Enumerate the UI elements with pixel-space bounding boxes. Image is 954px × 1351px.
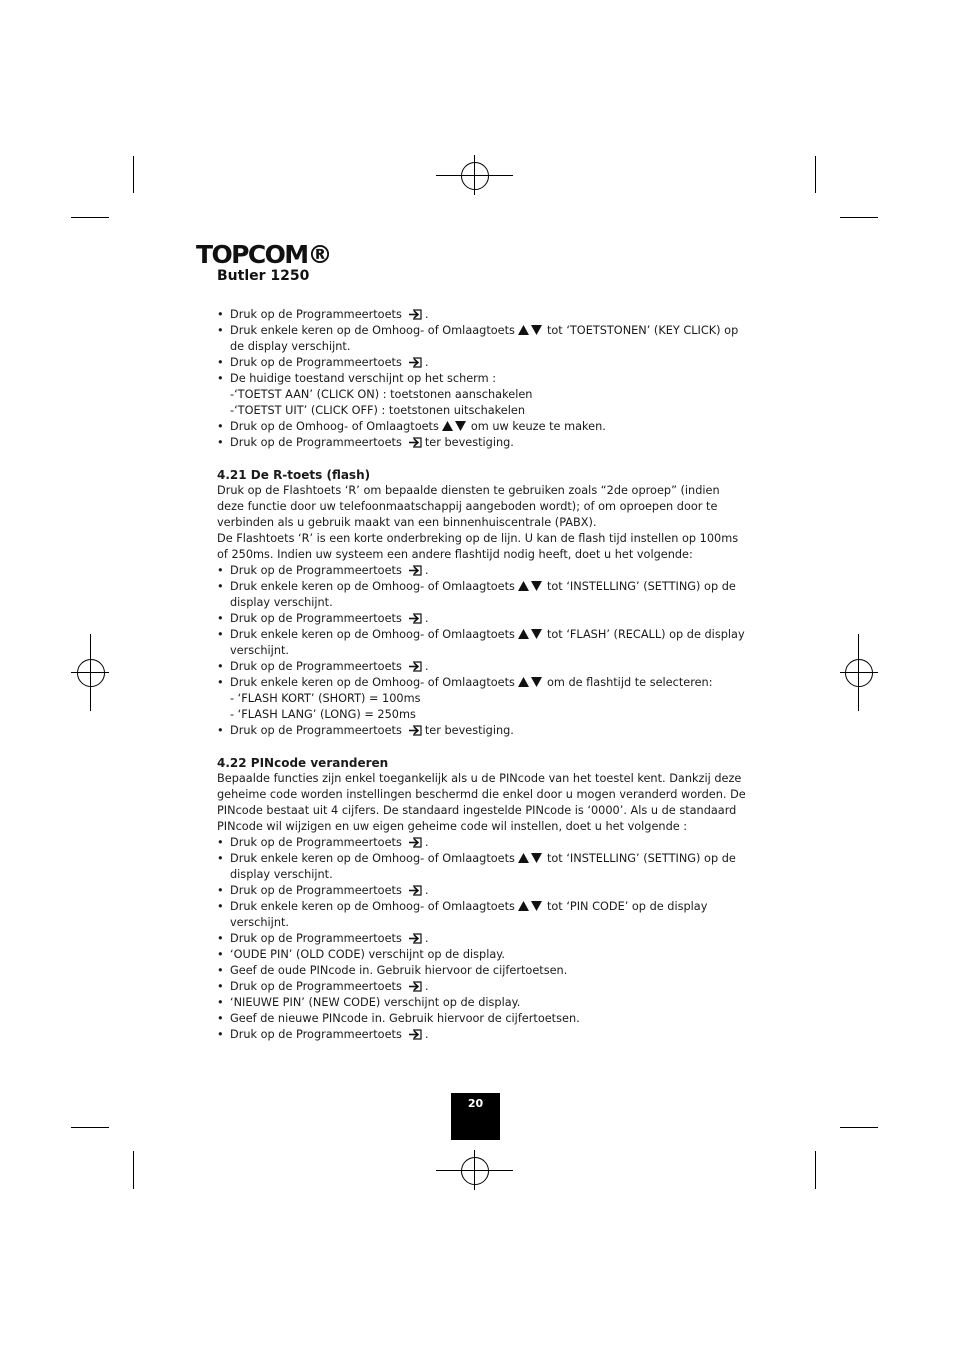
up-down-triangles-icon (518, 853, 543, 863)
list-item (217, 659, 747, 675)
paragraph: Druk op de Flashtoets ‘R’ om bepaalde diensten te gebruiken zoals “2de oproep” (indien deze functie door uw telefoonmaatschappij aangeboden wordt); of om oproepen door te verbinden als u gebruik maakt van een binnenhuiscentrale (PABX). (217, 484, 720, 529)
crop-mark (815, 156, 816, 193)
instruction-list (217, 307, 747, 451)
list-item (217, 323, 747, 355)
item-text-after: tot ‘PIN CODE’ op de display verschijnt. (230, 900, 708, 929)
item-text-after: . (424, 612, 429, 625)
crop-mark (133, 156, 134, 193)
item-text: Druk op de Programmeertoets (230, 836, 402, 849)
registration-mark (461, 1157, 489, 1185)
item-text: Druk op de Programmeertoets (230, 308, 402, 321)
list-item (217, 1027, 747, 1043)
list-item (217, 899, 747, 931)
item-text: Druk op de Programmeertoets (230, 884, 402, 897)
paragraph: Bepaalde functies zijn enkel toegankelijk als u de PINcode van het toestel kent. Dankzij deze geheime code worden instellingen beschermd die enkel door u mogen veranderd worden. De PINcode bestaat uit 4 cijfers. De standaard ingestelde PINcode is ‘0000’. Als u de standaard PINcode wil wijzigen en uw eigen geheime code wil instellen, doet u het volgende : (217, 772, 746, 833)
list-item (217, 355, 747, 371)
page-number (451, 1093, 500, 1140)
crop-mark (815, 1151, 816, 1189)
paragraph: De Flashtoets ‘R’ is een korte onderbreking op de lijn. U kan de flash tijd instellen op 100ms of 250ms. Indien uw systeem een andere flashtijd nodig heeft, doet u het volgende: (217, 532, 739, 561)
item-text: Druk enkele keren op de Omhoog- of Omlaagtoets (230, 324, 515, 337)
enter-arrow-icon (408, 837, 423, 848)
item-text: Geef de oude PINcode in. Gebruik hiervoor de cijfertoetsen. (230, 964, 568, 977)
up-down-triangles-icon (442, 421, 467, 431)
sub-item: - ‘FLASH LANG’ (LONG) = 250ms (230, 708, 416, 721)
item-text-after: . (424, 660, 429, 673)
item-text: ‘OUDE PIN’ (OLD CODE) verschijnt op de display. (230, 948, 505, 961)
enter-arrow-icon (408, 613, 423, 624)
item-text: Druk op de Programmeertoets (230, 564, 402, 577)
enter-arrow-icon (408, 437, 423, 448)
item-text-after: . (424, 356, 429, 369)
item-text-after: om de flashtijd te selecteren: (546, 676, 713, 689)
list-item (217, 435, 747, 451)
section-title: 4.21 De R-toets (flash) (217, 468, 371, 482)
item-text: Druk op de Programmeertoets (230, 356, 402, 369)
sub-item: - ‘FLASH KORT’ (SHORT) = 100ms (230, 692, 421, 705)
item-text: Druk op de Programmeertoets (230, 660, 402, 673)
list-item (217, 579, 747, 611)
list-item (217, 371, 747, 419)
registration-mark (845, 659, 873, 687)
up-down-triangles-icon (518, 581, 543, 591)
crop-mark (840, 1127, 878, 1128)
sub-item: -‘TOETST UIT’ (CLICK OFF) : toetstonen uitschakelen (230, 404, 525, 417)
item-text: Druk op de Programmeertoets (230, 612, 402, 625)
enter-arrow-icon (408, 661, 423, 672)
list-item (217, 883, 747, 899)
instruction-list (217, 835, 747, 1043)
sub-item: -‘TOETST AAN’ (CLICK ON) : toetstonen aanschakelen (230, 388, 533, 401)
item-text-after: . (424, 980, 429, 993)
list-item (217, 611, 747, 627)
list-item (217, 1011, 747, 1027)
list-item (217, 931, 747, 947)
item-text: Druk op de Programmeertoets (230, 980, 402, 993)
brand-name: TOPCOM (196, 240, 308, 269)
item-text-after: tot ‘FLASH’ (RECALL) op de display verschijnt. (230, 628, 745, 657)
instruction-list (217, 563, 747, 739)
item-text-after: . (424, 308, 429, 321)
enter-arrow-icon (408, 933, 423, 944)
enter-arrow-icon (408, 981, 423, 992)
up-down-triangles-icon (518, 629, 543, 639)
item-text-after: . (424, 564, 429, 577)
list-item (217, 723, 747, 739)
crop-mark (133, 1151, 134, 1189)
item-text: Druk enkele keren op de Omhoog- of Omlaagtoets (230, 580, 515, 593)
brand-logo (196, 240, 331, 270)
item-text: Druk enkele keren op de Omhoog- of Omlaagtoets (230, 628, 515, 641)
item-text-after: tot ‘INSTELLING’ (SETTING) op de display verschijnt. (230, 852, 736, 881)
page-content (217, 307, 747, 1043)
item-text-after: ter bevestiging. (424, 436, 514, 449)
item-text-after: om uw keuze te maken. (470, 420, 606, 433)
item-text-after: ter bevestiging. (424, 724, 514, 737)
registration-mark (77, 659, 105, 687)
item-text: Druk op de Programmeertoets (230, 1028, 402, 1041)
list-item (217, 979, 747, 995)
enter-arrow-icon (408, 725, 423, 736)
item-text-after: . (424, 932, 429, 945)
item-text: Druk enkele keren op de Omhoog- of Omlaagtoets (230, 676, 515, 689)
up-down-triangles-icon (518, 901, 543, 911)
list-item (217, 627, 747, 659)
crop-mark (71, 217, 109, 218)
list-item (217, 995, 747, 1011)
model-name: Butler 1250 (217, 268, 310, 284)
enter-arrow-icon (408, 885, 423, 896)
item-text: Druk enkele keren op de Omhoog- of Omlaagtoets (230, 852, 515, 865)
list-item (217, 563, 747, 579)
page-number-label: 20 (467, 1097, 484, 1110)
list-item (217, 419, 747, 435)
item-text: Druk op de Omhoog- of Omlaagtoets (230, 420, 439, 433)
item-text: ‘NIEUWE PIN’ (NEW CODE) verschijnt op de display. (230, 996, 521, 1009)
section-title: 4.22 PINcode veranderen (217, 756, 389, 770)
list-item (217, 851, 747, 883)
enter-arrow-icon (408, 357, 423, 368)
item-text-after: . (424, 836, 429, 849)
item-text: Druk enkele keren op de Omhoog- of Omlaagtoets (230, 900, 515, 913)
item-text-after: . (424, 884, 429, 897)
list-item (217, 963, 747, 979)
list-item (217, 947, 747, 963)
crop-mark (840, 217, 878, 218)
item-text: De huidige toestand verschijnt op het scherm : (230, 372, 497, 385)
list-item (217, 675, 747, 723)
item-text: Druk op de Programmeertoets (230, 436, 402, 449)
item-text: Geef de nieuwe PINcode in. Gebruik hiervoor de cijfertoetsen. (230, 1012, 580, 1025)
registered-mark: ® (307, 240, 331, 269)
item-text: Druk op de Programmeertoets (230, 724, 402, 737)
enter-arrow-icon (408, 565, 423, 576)
up-down-triangles-icon (518, 325, 543, 335)
enter-arrow-icon (408, 309, 423, 320)
item-text-after: tot ‘TOETSTONEN’ (KEY CLICK) op de display verschijnt. (230, 324, 739, 353)
item-text-after: . (424, 1028, 429, 1041)
list-item (217, 835, 747, 851)
registration-mark (461, 162, 489, 190)
list-item (217, 307, 747, 323)
crop-mark (71, 1127, 109, 1128)
up-down-triangles-icon (518, 677, 543, 687)
item-text: Druk op de Programmeertoets (230, 932, 402, 945)
enter-arrow-icon (408, 1029, 423, 1040)
item-text-after: tot ‘INSTELLING’ (SETTING) op de display verschijnt. (230, 580, 736, 609)
